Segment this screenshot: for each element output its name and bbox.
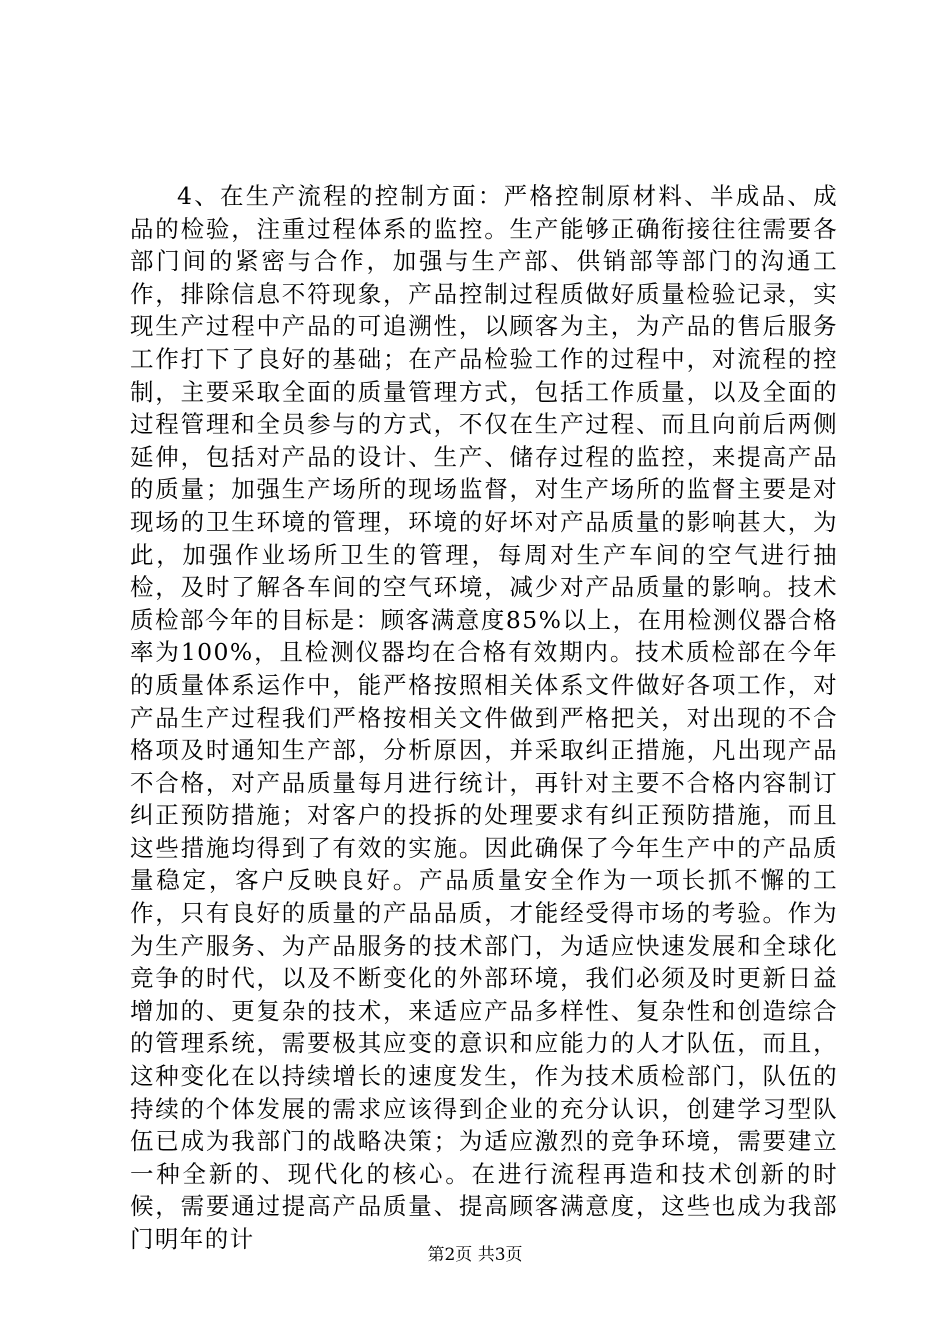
page-number-footer: 第2页 共3页 [427, 1245, 523, 1265]
body-paragraph: 4、在生产流程的控制方面：严格控制原材料、半成品、成品的检验，注重过程体系的监控。生产能够正确衔接往往需要各部门间的紧密与合作，加强与生产部、供销部等部门的沟通工作，排除信息不符现象，产品控制过程质做好质量检验记录，实现生产过程中产品的可追溯性，以顾客为主，为产品的售后服务工作打下了良好的基础；在产品检验工作的过程中，对流程的控制，主要采取全面的质量管理方式，包括工作质量，以及全面的过程管理和全员参与的方式，不仅在生产过程、而且向前后两侧延伸，包括对产品的设计、生产、储存过程的监控，来提高产品的质量；加强生产场所的现场监督，对生产场所的监督主要是对现场的卫生环境的管理，环境的好坏对产品质量的影响甚大，为此，加强作业场所卫生的管理，每周对生产车间的空气进行抽检，及时了解各车间的空气环境，减少对产品质量的影响。技术质检部今年的目标是：顾客满意度85%以上，在用检测仪器合格率为100%，且检测仪器均在合格有效期内。技术质检部在今年的质量体系运作中，能严格按照相关体系文件做好各项工作，对产品生产过程我们严格按相关文件做到严格把关，对出现的不合格项及时通知生产部，分析原因，并采取纠正措施，凡出现产品不合格，对产品质量每月进行统计，再针对主要不合格内容制订纠正预防措施；对客户的投拆的处理要求有纠正预防措施，而且这些措施均得到了有效的实施。因此确保了今年生产中的产品质量稳定，客户反映良好。产品质量安全作为一项长抓不懈的工作，只有良好的质量的产品品质，才能经受得市场的考验。作为为生产服务、为产品服务的技术部门，为适应快速发展和全球化竞争的时代，以及不断变化的外部环境，我们必须及时更新日益增加的、更复杂的技术，来适应产品多样性、复杂性和创造综合的管理系统，需要极其应变的意识和应能力的人才队伍，而且，这种变化在以持续增长的速度发生，作为技术质检部门，队伍的持续的个体发展的需求应该得到企业的充分认识，创建学习型队伍已成为我部门的战略决策；为适应激烈的竞争环境，需要建立一种全新的、现代化的核心。在进行流程再造和技术创新的时候，需要通过提高产品质量、提高顾客满意度，这些也成为我部门明年的计 [130, 182, 838, 1253]
